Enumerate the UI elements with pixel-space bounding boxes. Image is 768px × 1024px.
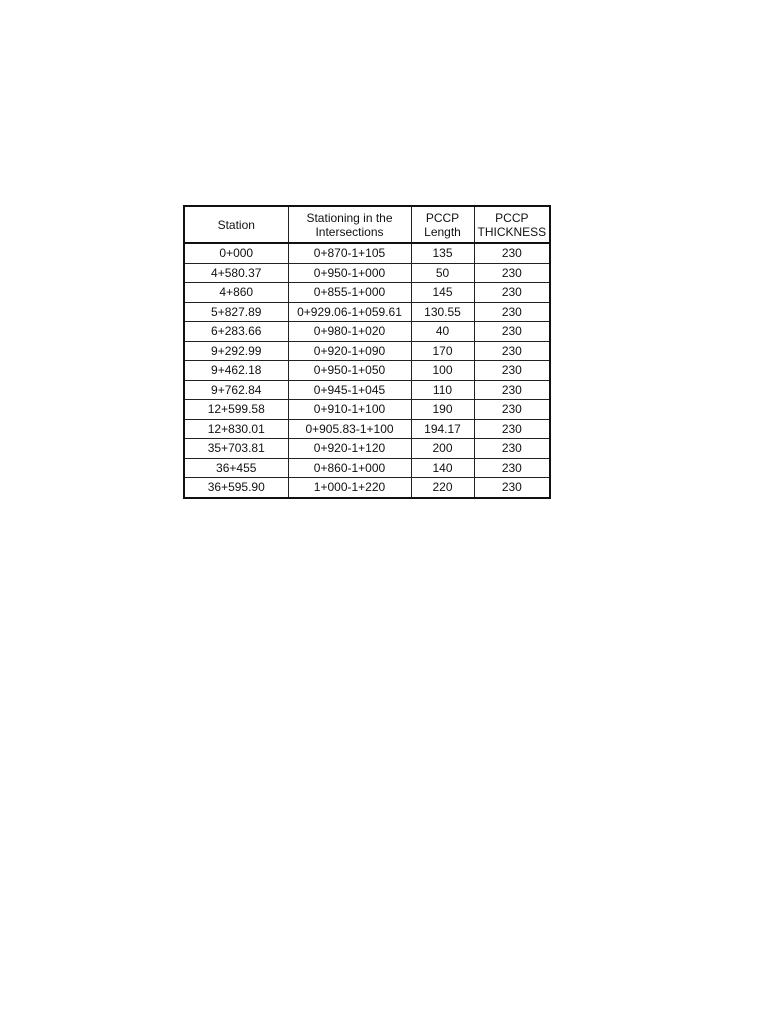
table-header	[184, 206, 550, 243]
station-header	[184, 206, 288, 243]
pccp-length-cell: 200	[411, 439, 474, 459]
header-label-line: THICKNESS	[477, 224, 547, 239]
station-cell: 9+762.84	[184, 380, 288, 400]
pccp-length-header	[411, 206, 474, 243]
table-row	[184, 302, 550, 322]
table-row	[184, 341, 550, 361]
station-cell: 36+455	[184, 458, 288, 478]
table-row	[184, 458, 550, 478]
pccp-length-cell: 194.17	[411, 419, 474, 439]
station-cell: 4+860	[184, 283, 288, 303]
table-row	[184, 400, 550, 420]
stationing-cell: 0+860-1+000	[288, 458, 411, 478]
stationing-cell: 0+929.06-1+059.61	[288, 302, 411, 322]
station-cell: 0+000	[184, 243, 288, 263]
header-label-line: PCCP	[425, 210, 460, 225]
table-row	[184, 322, 550, 342]
header-row	[184, 206, 550, 243]
stationing-cell: 0+980-1+020	[288, 322, 411, 342]
pccp-stationing-table	[183, 205, 551, 499]
station-cell: 6+283.66	[184, 322, 288, 342]
pccp-thickness-cell: 230	[474, 361, 550, 381]
pccp-length-cell: 50	[411, 263, 474, 283]
stationing-cell: 0+910-1+100	[288, 400, 411, 420]
table-row	[184, 283, 550, 303]
stationing-cell: 0+950-1+050	[288, 361, 411, 381]
station-cell: 4+580.37	[184, 263, 288, 283]
pccp-length-cell: 220	[411, 478, 474, 498]
stationing-cell: 0+855-1+000	[288, 283, 411, 303]
table-row	[184, 439, 550, 459]
pccp-length-cell: 130.55	[411, 302, 474, 322]
pccp-thickness-cell: 230	[474, 263, 550, 283]
pccp-length-cell: 140	[411, 458, 474, 478]
pccp-thickness-cell: 230	[474, 478, 550, 498]
pccp-length-cell: 135	[411, 243, 474, 263]
station-cell: 9+292.99	[184, 341, 288, 361]
stationing-header	[288, 206, 411, 243]
stationing-cell: 0+870-1+105	[288, 243, 411, 263]
stationing-cell: 0+905.83-1+100	[288, 419, 411, 439]
header-label-line: Station	[217, 217, 255, 232]
pccp-thickness-cell: 230	[474, 439, 550, 459]
pccp-length-cell: 110	[411, 380, 474, 400]
pccp-thickness-header	[474, 206, 550, 243]
station-cell: 35+703.81	[184, 439, 288, 459]
table-body	[184, 243, 550, 498]
pccp-thickness-cell: 230	[474, 243, 550, 263]
pccp-length-cell: 190	[411, 400, 474, 420]
table-row	[184, 478, 550, 498]
pccp-length-cell: 100	[411, 361, 474, 381]
table-row	[184, 361, 550, 381]
stationing-cell: 0+950-1+000	[288, 263, 411, 283]
station-cell: 5+827.89	[184, 302, 288, 322]
pccp-thickness-cell: 230	[474, 458, 550, 478]
pccp-thickness-cell: 230	[474, 302, 550, 322]
pccp-thickness-cell: 230	[474, 341, 550, 361]
pccp-thickness-cell: 230	[474, 400, 550, 420]
station-cell: 12+599.58	[184, 400, 288, 420]
header-label-line: Length	[424, 224, 461, 239]
station-cell: 36+595.90	[184, 478, 288, 498]
pccp-length-cell: 145	[411, 283, 474, 303]
pccp-thickness-cell: 230	[474, 380, 550, 400]
pccp-thickness-cell: 230	[474, 283, 550, 303]
station-cell: 12+830.01	[184, 419, 288, 439]
pccp-thickness-cell: 230	[474, 419, 550, 439]
pccp-length-cell: 40	[411, 322, 474, 342]
table-row	[184, 263, 550, 283]
table-row	[184, 380, 550, 400]
pccp-thickness-cell: 230	[474, 322, 550, 342]
stationing-cell: 0+920-1+120	[288, 439, 411, 459]
stationing-cell: 0+945-1+045	[288, 380, 411, 400]
pccp-length-cell: 170	[411, 341, 474, 361]
table-row	[184, 243, 550, 263]
station-cell: 9+462.18	[184, 361, 288, 381]
header-label-line: PCCP	[495, 210, 529, 225]
header-label-line: Stationing in the	[306, 210, 393, 225]
stationing-cell: 1+000-1+220	[288, 478, 411, 498]
stationing-cell: 0+920-1+090	[288, 341, 411, 361]
header-label-line: Intersections	[315, 224, 384, 239]
table-row	[184, 419, 550, 439]
